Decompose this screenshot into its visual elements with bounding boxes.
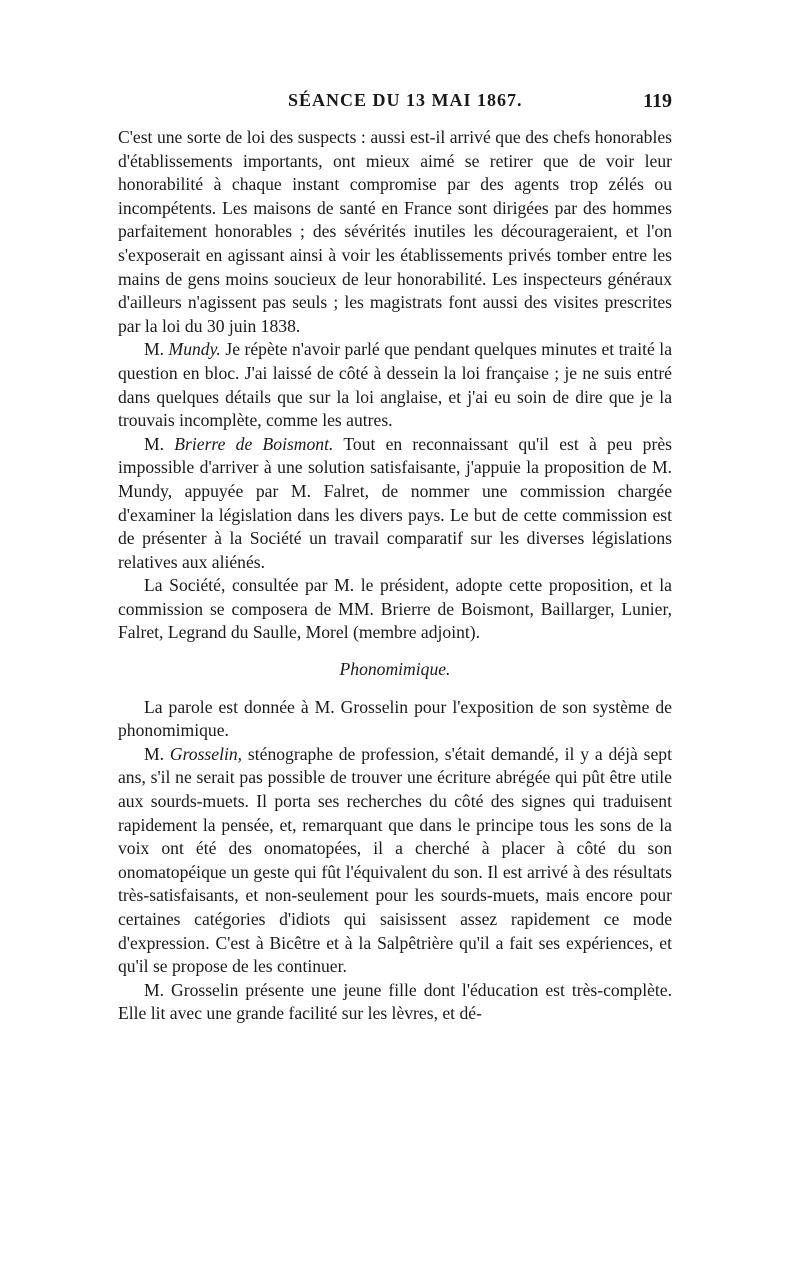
paragraph-1: C'est une sorte de loi des suspects : aussi est-il arrivé que des chefs honorables d'établissements importants, ont mieux aimé se retirer que de voir leur honorabilité à chaque instant compromise par des agents trop zélés ou incompétents. Les maisons de santé en France sont dirigées par des hommes parfaitement honorables ; des sévérités inutiles les décourageraient, et l'on s'exposerait en agissant ainsi à voir les établissements privés tomber entre les mains de gens moins soucieux de leur honorabilité. Les inspecteurs généraux d'ailleurs n'agissent pas seuls ; les magistrats font aussi des visites prescrites par la loi du 30 juin 1838.: [118, 127, 672, 336]
paragraph-parole: La parole est donnée à M. Grosselin pour l'exposition de son système de phonomimique.: [118, 696, 672, 741]
speech-text: Je répète n'avoir parlé que pendant quelques minutes et traité la question en bloc. J'ai laissé de côté à dessein la loi française ; je ne suis entré dans quelques détails que sur la loi anglaise, et j'ai eu soin de dire que je la trouvais incomplète, comme les autres.: [118, 339, 673, 431]
page-header: [120, 90, 672, 118]
paragraph-mundy: [118, 338, 672, 432]
speech-text: sténographe de profession, s'était demandé, il y a déjà sept ans, s'il ne serait pas possible de trouver une écriture abrégée qui pût être utile aux sourds-muets. Il porta ses recherches du côté des signes qui traduisent rapidement la pensée, et, remarquant que dans le principe tous les sons de la voix ont été des onomatopées, il a cherché à placer à côté du son onomatopéique un geste qui fût l'équivalent du son. Il est arrivé à des résultats très-satisfaisants, et non-seulement pour les sourds-muets, mais encore pour certaines catégories d'idiots qui saisissent assez rapidement ce mode d'expression. C'est à Bicêtre et à la Salpêtrière qu'il a fait ses expériences, et qu'il se propose de les continuer.: [118, 743, 672, 977]
paragraph-presentation: M. Grosselin présente une jeune fille dont l'éducation est très-complète. Elle lit avec une grande facilité sur les lèvres, et dé-: [118, 979, 672, 1024]
paragraph-commission: La Société, consultée par M. le président, adopte cette proposition, et la commission se composera de MM. Brierre de Boismont, Baillarger, Lunier, Falret, Legrand du Saulle, Morel (membre adjoint).: [118, 575, 672, 643]
body-text: [118, 126, 672, 1026]
speaker-prefix: M.: [144, 339, 165, 360]
speaker-prefix: M.: [144, 743, 165, 764]
speaker-name: Mundy.: [168, 339, 221, 360]
section-heading: Phonomimique.: [339, 659, 451, 680]
speaker-prefix: M.: [144, 433, 165, 454]
speaker-name: Grosselin,: [169, 743, 243, 764]
running-head: SÉANCE DU 13 MAI 1867.: [288, 90, 523, 110]
paragraph-grosselin: [118, 743, 672, 979]
paragraph-brierre: [118, 433, 672, 575]
speech-text: Tout en reconnaissant qu'il est à peu près impossible d'arriver à une solution satisfaisante, j'appuie la proposition de M. Mundy, appuyée par M. Falret, de nommer une commission chargée d'examiner la législation dans les divers pays. Le but de cette commission est de présenter à la Société un travail comparatif sur les diverses législations relatives aux aliénés.: [118, 433, 672, 572]
page-number: 119: [643, 90, 672, 112]
speaker-name: Brierre de Boismont.: [174, 433, 334, 454]
